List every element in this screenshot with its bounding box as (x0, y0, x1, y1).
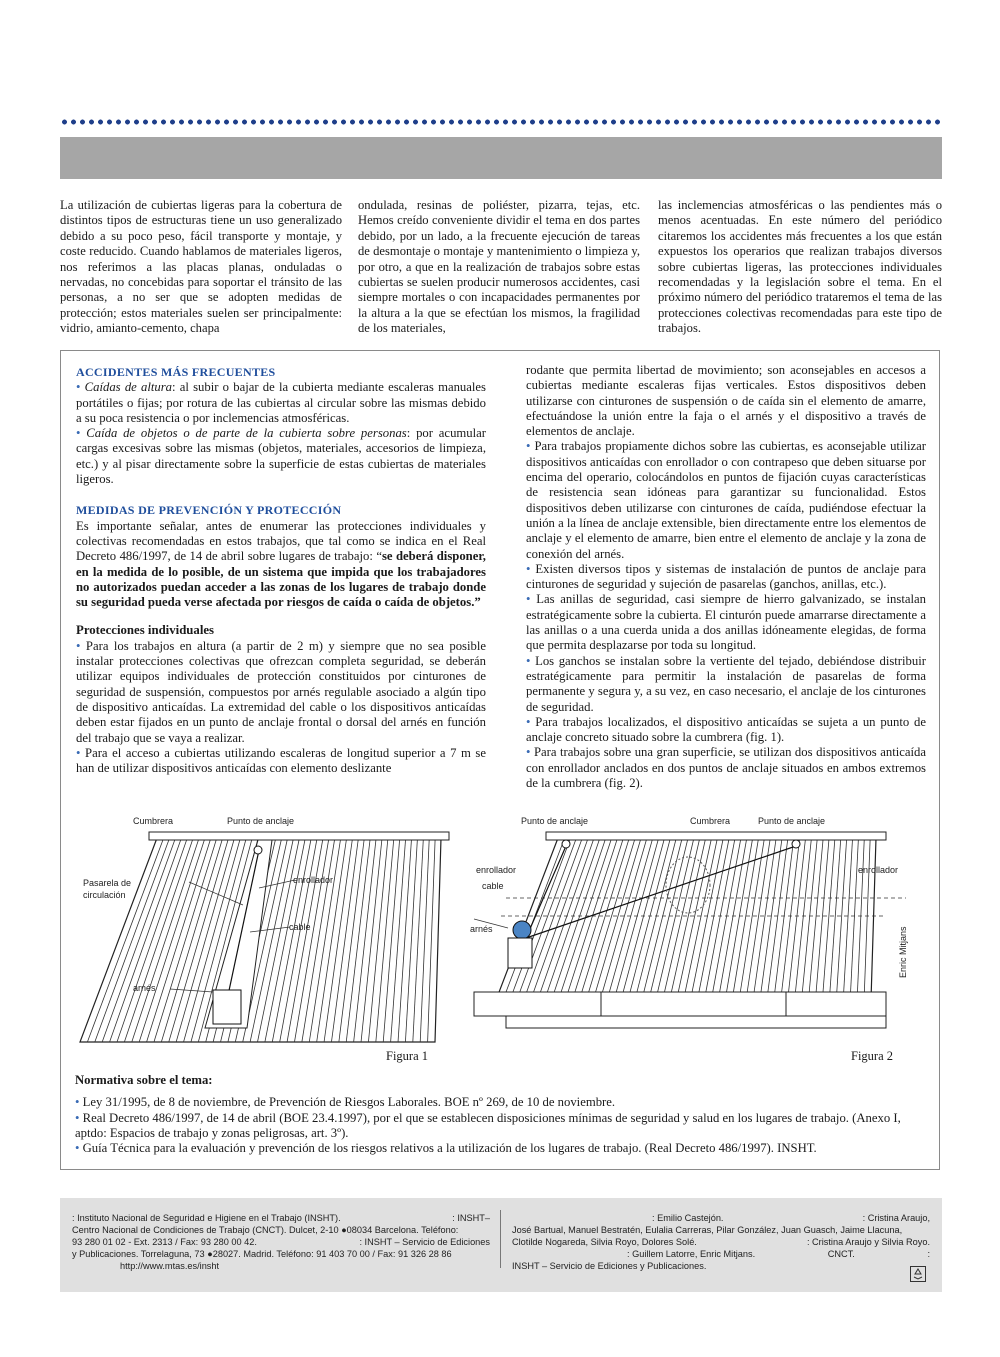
label-punto-anclaje: Punto de anclaje (227, 816, 295, 826)
figure-1-caption: Figura 1 (386, 1049, 429, 1063)
label-punto-anclaje-1: Punto de anclaje (521, 816, 589, 826)
content-box (60, 350, 940, 1170)
figure-2-illustration (466, 810, 936, 1045)
normativa-item: • Real Decreto 486/1997, de 14 de abril (BOE 23.4.1997), por el que se establecen disposiciones mínimas de seguridad y salud en los lugares de trabajo. (Anexo I, aptdo: Espacios de trabajo y zonas peligrosas, art. 3º). (75, 1110, 901, 1140)
intro-col-1: La utilización de cubiertas ligeras para la cobertura de distintos tipos de estructuras tiene un uso generalizado debido a su poco peso, fácil transporte y montaje, y coste reducido. Cuando hablamos de materiales ligeros, nos referimos a las placas planas, onduladas o nervadas, no concebidas para soportar el tránsito de las personas, a no ser que se adopten medidas de protección; estos materiales suelen ser principalmente: vidrio, amianto-cemento, chapa (60, 198, 342, 336)
label-cable: cable (289, 922, 311, 932)
footer-left: : Instituto Nacional de Seguridad e Higiene en el Trabajo (INSHT). : INSHT– Centro Nacional de Condiciones de Trabajo (CNCT). Dulcet, 2-10 ●08034 Barcelona. Teléfono: 93 280 01 02 - Ext. 2313 / Fax: 93 280 00 42. : INSHT – Servicio de Ediciones y Publicaciones. Torrelaguna, 73 ●28027. Madrid. Teléfono: 91 403 70 00 / Fax: 91 326 28 86 http://www.mtas.es/insht (72, 1213, 490, 1271)
label-punto-anclaje-2: Punto de anclaje (758, 816, 826, 826)
individual-item: • Para los trabajos en altura (a partir de 2 m) y siempre que no sea posible instalar protecciones colectivas que ofrezcan completa seguridad, se deberán utilizar equipos individuales de protección constituidos por cinturones de seguridad de suspensión, compuestos por arnés regulable asociado a algún tipo de dispositivo anticaídas. La extremidad del cable o los dispositivos anticaídas deben estar fijados en un punto de anclaje frontal o dorsal del arnés en función del trabajo que se vaya a realizar. (76, 638, 487, 745)
normativa-item: • Ley 31/1995, de 8 de noviembre, de Prevención de Riesgos Laborales. BOE nº 269, de 10 de noviembre. (75, 1095, 616, 1110)
label-arnes: arnés (470, 924, 493, 934)
label-enrollador: enrollador (293, 875, 334, 885)
list-item: • Para trabajos sobre una gran superficie, se utilizan dos dispositivos anticaída con enrollador anclados en dos puntos de anclaje situados en ambos extremos de la cumbrera (fig. 2). (526, 745, 927, 791)
list-item: • Para trabajos propiamente dichos sobre las cubiertas, es aconsejable utilizar dispositivos anticaídas con enrollador o con contrapeso que deben situarse por encima del operario, colocándolos en puntos de fijación cuyas características de resistencia sean idóneas para garantizar su funcionalidad. Estos dispositivos deben utilizarse con cinturones de caída, pudiéndose efectuar la unión a la línea de anclaje extensible, bien directamente entre los elementos de anclaje y el elemento de amarre, bien entre el elemento de anclaje y la zona de conexión del arnés. (526, 439, 926, 561)
normativa-item: • Guía Técnica para la evaluación y prevención de los riesgos relativos a la utilización de los lugares de trabajo. (Real Decreto 486/1997). INSHT. (75, 1141, 817, 1156)
individual-item: • Para el acceso a cubiertas utilizando escaleras de longitud superior a 7 m se han de utilizar dispositivos anticaídas con elemento deslizante (76, 745, 486, 776)
label-arnes: arnés (133, 983, 156, 993)
figure-2-caption: Figura 2 (851, 1049, 894, 1063)
intro-col-3: las inclemencias atmosféricas o las pendientes más o menos acentuadas. En este número del periódico citaremos los accidentes más frecuentes a los que están expuestos los operarios que realizan trabajos diversos sobre cubiertas ligeras, las protecciones individuales recomendadas y la legislación sobre el tema. En el próximo número del periódico trataremos el tema de las protecciones colectivas recomendadas para este tipo de trabajos. (658, 198, 942, 336)
individual-heading: Protecciones individuales (76, 623, 215, 638)
box-right-column (526, 363, 926, 791)
list-item: • Para trabajos localizados, el dispositivo anticaídas se sujeta a un punto de anclaje concreto situado sobre la cumbrera (fig. 1). (526, 714, 926, 745)
recycle-icon (910, 1266, 926, 1282)
credits-footer (60, 1198, 942, 1292)
paragraph: rodante que permita libertad de movimiento; son aconsejables en accesos a cubiertas mediante escaleras fijas verticales. Estos dispositivos deben utilizarse con cinturones de suspensión o de caída sin el elemento de amarre, efectuándose la unión entre la faja o el arnés y el dispositivo a través de elementos de anclaje. (526, 363, 926, 439)
website-link[interactable]: http://www.mtas.es/insht (120, 1261, 220, 1271)
label-cumbrera: Cumbrera (690, 816, 731, 826)
list-item: • Las anillas de seguridad, casi siempre de hierro galvanizado, se instalan estratégicamente sobre la cubierta. El cinturón puede amarrarse directamente a las anillas o a una cuerda unida a dos anillas idóneamente elegidas, de forma que permita desplazarse por toda su longitud. (526, 592, 926, 653)
list-item: • Existen diversos tipos y sistemas de instalación de puntos de anclaje para cinturones de seguridad y sujeción de pasarelas (ganchos, anillas, etc.). (526, 561, 927, 592)
footer-divider (500, 1210, 501, 1268)
label-cable: cable (482, 881, 504, 891)
artist-signature: Enric Mitjans (898, 926, 908, 978)
label-pasarela: Pasarela de (83, 878, 132, 888)
normativa-section (75, 1073, 930, 1156)
intro-col-2: ondulada, resinas de poliéster, pizarra, tejas, etc. Hemos creído conveniente dividir el tema en dos partes debido, por un lado, a la frecuente ejecución de tareas de desmontaje o montaje y mantenimiento o limpieza y, por otro, a que en la realización de trabajos sobre estas cubiertas se suelen producir numerosos accidentes, casi siempre mortales o con incapacidades permanentes por la altura a la que se efectúan los mismos, la fragilidad de los materiales, (358, 198, 640, 336)
label-enrollador-2: enrollador (858, 865, 899, 875)
measures-heading: MEDIDAS DE PREVENCIÓN Y PROTECCIÓN (76, 503, 342, 518)
label-enrollador-1: enrollador (476, 865, 517, 875)
measures-intro: Es importante señalar, antes de enumerar las protecciones individuales y colectivas recomendadas en estos trabajos, que tal como se indica en el Real Decreto 486/1997, de 14 de abril sobre lugares de trabajo: “se deberá disponer, en la medida de lo posible, de un sistema que impida que los trabajadores no autorizados puedan acceder a las zonas de los lugares de trabajo donde su seguridad pueda verse afectada por riesgos de caída o caída de objetos.” (76, 518, 486, 610)
accident-item: • Caída de objetos o de parte de la cubierta sobre personas: por acumular cargas excesivas sobre las mismas (objetos, materiales, accesorios de limpieza, etc.) y al pisar directamente sobre la superficie de estas cubiertas de materiales ligeros. (76, 426, 487, 487)
accidents-heading: ACCIDENTES MÁS FRECUENTES (76, 365, 276, 379)
list-item: • Los ganchos se instalan sobre la vertiente del tejado, debiéndose distribuir estratégicamente para permitir la instalación de pasarelas de forma permanente y segura y, a su vez, en caso necesario, el anclaje de los cinturones de seguridad. (526, 653, 926, 714)
dotted-rule (60, 119, 942, 125)
normativa-heading: Normativa sobre el tema: (75, 1073, 213, 1087)
label-cumbrera: Cumbrera (133, 816, 174, 826)
label-circulacion: circulación (83, 890, 126, 900)
footer-right: : Emilio Castejón. : Cristina Araujo, José Bartual, Manuel Bestratén, Eulalia Carreras, Pilar González, Juan Guasch, Jaime Llacuna, Clotilde Nogareda, Silvia Royo, Dolores Solé. : Cristina Araujo y Silvia Royo. : Guillem Latorre, Enric Mitjans. CNCT. : INSHT – Servicio de Ediciones y Publicaciones. (512, 1213, 930, 1271)
accident-item: • Caídas de altura: al subir o bajar de la cubierta mediante escaleras manuales portátiles o fijas; por rotura de las cubiertas al circular sobre las mismas debido a su poca resistencia o por inclemencias atmosféricas. (76, 380, 486, 425)
figure-1-illustration (75, 810, 470, 1045)
box-left-column (76, 365, 486, 776)
title-band (60, 137, 942, 179)
